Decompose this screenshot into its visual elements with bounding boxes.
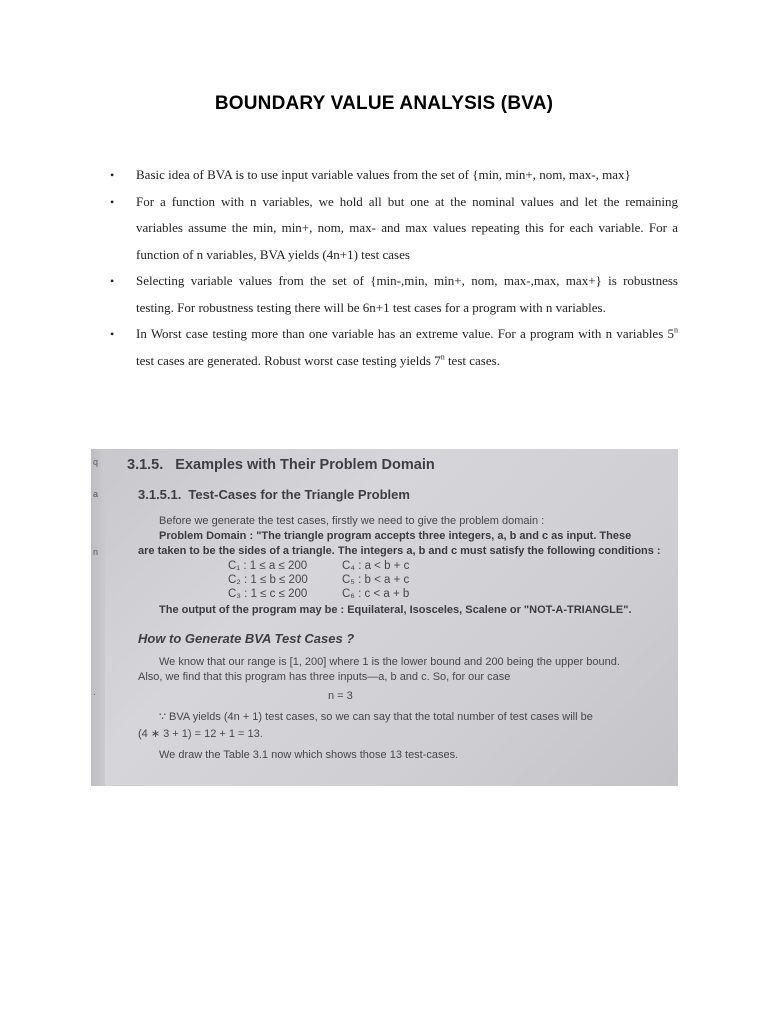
how-heading: How to Generate BVA Test Cases ? [138,631,355,646]
list-item [110,162,678,189]
paragraph-line: (4 ∗ 3 + 1) = 12 + 1 = 13. [138,728,263,740]
bullet-dot: • [110,274,115,288]
condition: C₂ : 1 ≤ b ≤ 200 [228,574,308,586]
edge-mark: a [93,489,99,499]
condition: C₆ : c < a + b [342,588,410,600]
condition: C₃ : 1 ≤ c ≤ 200 [228,588,308,600]
condition: C₅ : b < a + c [342,574,410,586]
edge-mark: · [93,689,96,699]
superscript: n [440,352,445,362]
paragraph-line: We know that our range is [1, 200] where 1 is the lower bound and 200 being the upper bound. [159,656,620,668]
intro-line: Before we generate the test cases, firstly we need to give the problem domain : [159,515,545,527]
bullet-text: test cases. [444,352,500,368]
page-title: BOUNDARY VALUE ANALYSIS (BVA) [214,93,554,114]
problem-line: Problem Domain : "The triangle program accepts three integers, a, b and c as input. These [159,530,632,542]
list-item [110,321,678,374]
paragraph-line: ∵ BVA yields (4n + 1) test cases, so we can say that the total number of test cases will be [159,711,593,723]
bullet-text: Selecting variable values from the set of {min-,min, min+, nom, max-,max, max+} is robustness testing. For robustness testing there will be 6n+1 test cases for a program with n variables. [136,273,678,315]
superscript: n [674,325,678,335]
condition: C₄ : a < b + c [342,560,410,572]
section-heading: 3.1.5. Examples with Their Problem Domain [127,457,435,473]
paragraph-line: We draw the Table 3.1 now which shows those 13 test-cases. [159,749,459,761]
equation: n = 3 [328,690,353,702]
bullet-text: For a function with n variables, we hold all but one at the nominal values and let the remaining variables assume the min, min+, nom, max- and max values repeating this for each variable. For a function of n variables, BVA yields (4n+1) test cases [136,193,678,262]
bullet-dot: • [110,194,115,209]
edge-mark: n [93,547,99,557]
list-item [110,189,678,269]
list-item [110,268,678,321]
bullet-text: In Worst case testing more than one variable has an extreme value. For a program with n variables 5 [136,326,674,341]
bullet-list [110,162,678,374]
condition: C₁ : 1 ≤ a ≤ 200 [228,560,308,572]
bullet-text: test cases are generated. Robust worst case testing yields 7 [136,352,441,368]
edge-mark: q [93,457,99,467]
bullet-dot: • [110,168,115,182]
bullet-dot: • [110,327,115,341]
scanned-book-image [91,449,678,786]
output-line: The output of the program may be : Equilateral, Isosceles, Scalene or "NOT-A-TRIANGLE". [159,604,632,616]
problem-line: are taken to be the sides of a triangle. The integers a, b and c must satisfy the following conditions : [138,545,661,557]
subsection-heading: 3.1.5.1. Test-Cases for the Triangle Problem [138,487,410,502]
bullet-text: Basic idea of BVA is to use input variable values from the set of {min, min+, nom, max-, max} [136,167,631,182]
page-edge [91,449,105,786]
paragraph-line: Also, we find that this program has three inputs—a, b and c. So, for our case [138,671,511,683]
